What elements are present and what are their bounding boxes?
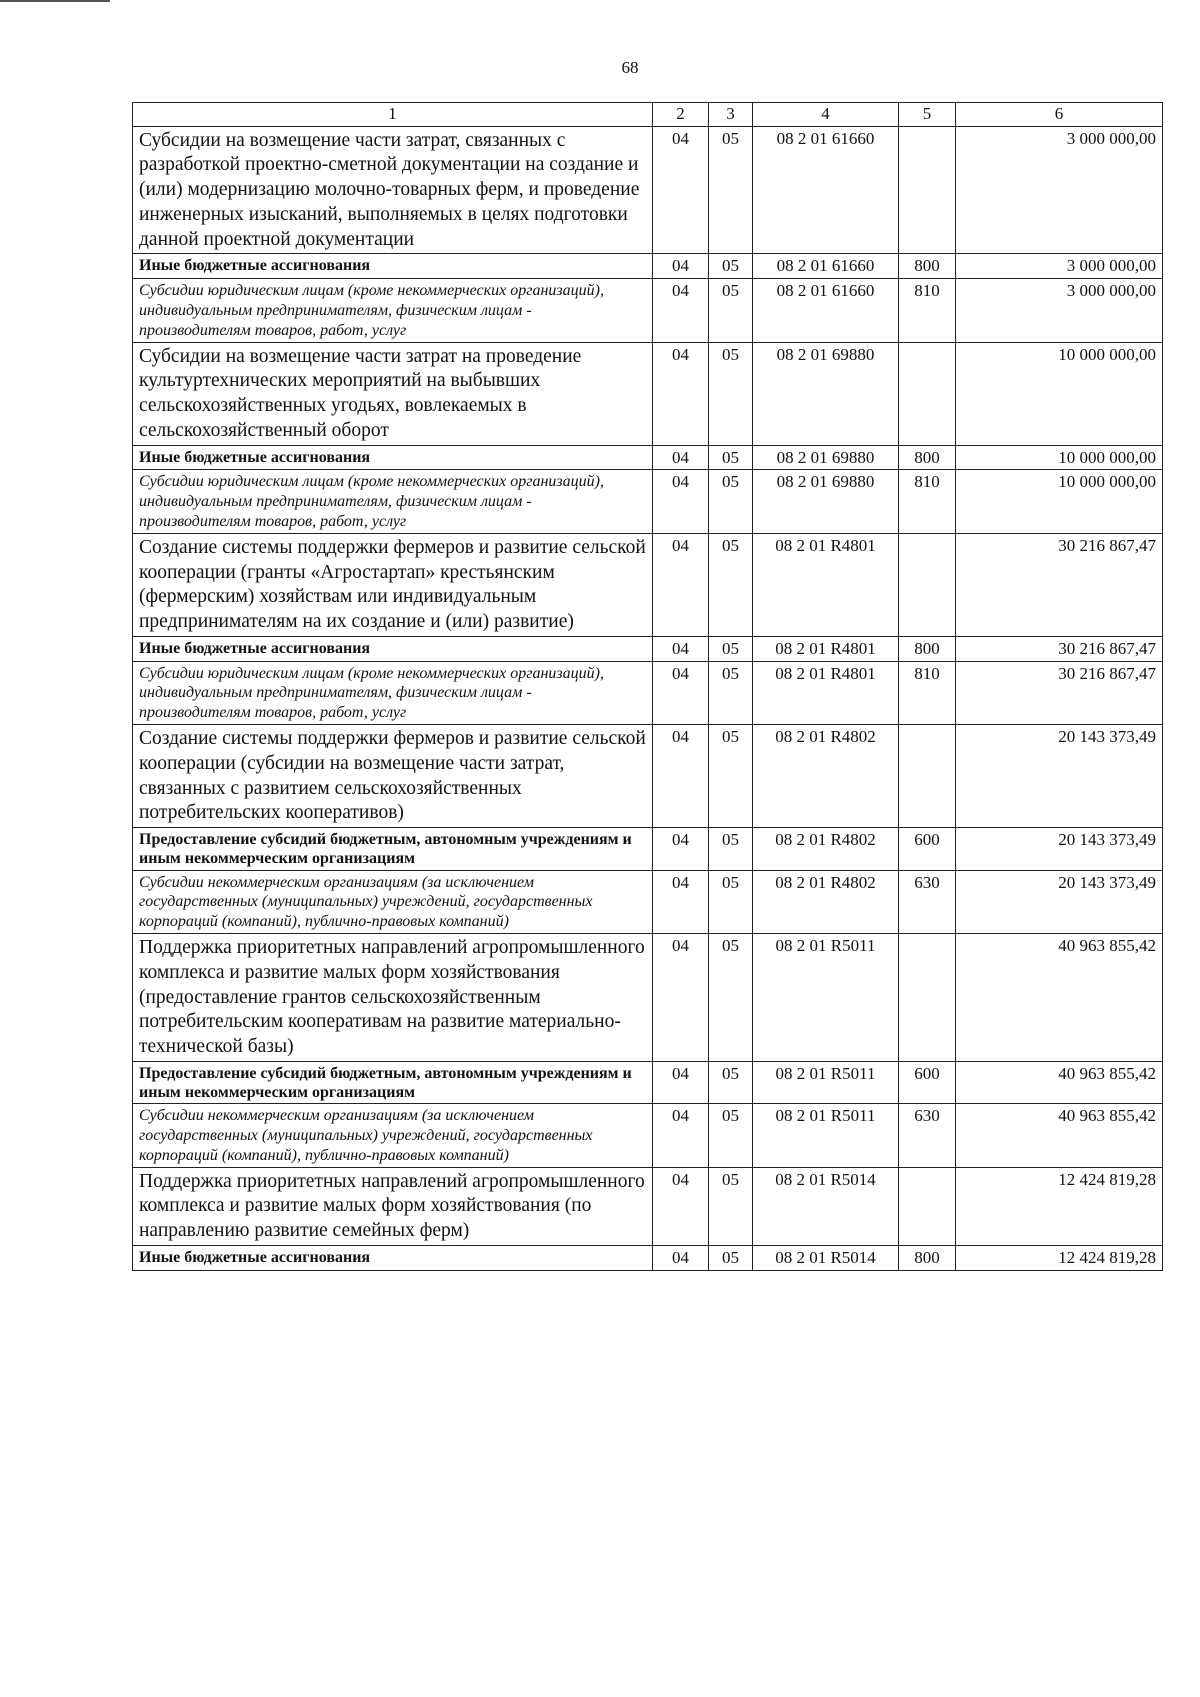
row-target-article: 08 2 01 R5014 [753, 1245, 899, 1270]
row-name: Субсидии на возмещение части затрат на проведение культуртехнических мероприятий на выбывших сельскохозяйственных угодьях, вовлекаемых в сельскохозяйственный оборот [133, 342, 653, 445]
row-expense-type: 800 [899, 1245, 956, 1270]
row-expense-type: 810 [899, 279, 956, 342]
row-amount: 40 963 855,42 [956, 934, 1163, 1062]
row-subsection: 05 [709, 342, 753, 445]
row-subsection: 05 [709, 445, 753, 470]
table-row [133, 470, 1163, 533]
row-section: 04 [653, 1245, 709, 1270]
row-expense-type [899, 1167, 956, 1245]
header-col-5: 5 [899, 103, 956, 127]
row-section: 04 [653, 828, 709, 870]
page-number: 68 [621, 58, 639, 77]
table-row [133, 1104, 1163, 1167]
row-target-article: 08 2 01 R4801 [753, 636, 899, 661]
row-subsection: 05 [709, 934, 753, 1062]
row-target-article: 08 2 01 R5011 [753, 934, 899, 1062]
row-expense-type: 810 [899, 470, 956, 533]
row-expense-type: 810 [899, 661, 956, 724]
row-subsection: 05 [709, 1245, 753, 1270]
row-target-article: 08 2 01 61660 [753, 126, 899, 254]
row-expense-type [899, 934, 956, 1062]
row-amount: 20 143 373,49 [956, 828, 1163, 870]
table-body [133, 126, 1163, 1270]
row-section: 04 [653, 126, 709, 254]
row-section: 04 [653, 1061, 709, 1103]
table-row [133, 828, 1163, 870]
row-subsection: 05 [709, 828, 753, 870]
row-name: Субсидии на возмещение части затрат, связанных с разработкой проектно-сметной документации на создание и (или) модернизацию молочно-товарных ферм, и проведение инженерных изысканий, выполняемых в целях подготовки данной проектной документации [133, 126, 653, 254]
table-row [133, 870, 1163, 933]
row-expense-type: 800 [899, 445, 956, 470]
row-section: 04 [653, 725, 709, 828]
row-expense-type [899, 342, 956, 445]
row-amount: 3 000 000,00 [956, 254, 1163, 279]
row-expense-type: 600 [899, 828, 956, 870]
table-row [133, 1167, 1163, 1245]
row-name: Поддержка приоритетных направлений агропромышленного комплекса и развитие малых форм хозяйствования (предоставление грантов сельскохозяйственным потребительским кооперативам на развитие материально-технической базы) [133, 934, 653, 1062]
row-name: Предоставление субсидий бюджетным, автономным учреждениям и иным некоммерческим организациям [133, 1061, 653, 1103]
row-section: 04 [653, 279, 709, 342]
row-target-article: 08 2 01 R4801 [753, 661, 899, 724]
row-subsection: 05 [709, 1104, 753, 1167]
header-col-3: 3 [709, 103, 753, 127]
row-section: 04 [653, 661, 709, 724]
row-name: Создание системы поддержки фермеров и развитие сельской кооперации (субсидии на возмещение части затрат, связанных с развитием сельскохозяйственных потребительских кооперативов) [133, 725, 653, 828]
row-name: Субсидии некоммерческим организациям (за исключением государственных (муниципальных) учреждений, государственных корпораций (компаний), публично-правовых компаний) [133, 870, 653, 933]
table-row [133, 445, 1163, 470]
row-section: 04 [653, 342, 709, 445]
row-section: 04 [653, 636, 709, 661]
row-target-article: 08 2 01 R5011 [753, 1061, 899, 1103]
row-expense-type: 630 [899, 1104, 956, 1167]
row-target-article: 08 2 01 69880 [753, 445, 899, 470]
row-expense-type: 800 [899, 254, 956, 279]
row-name: Иные бюджетные ассигнования [133, 254, 653, 279]
row-subsection: 05 [709, 661, 753, 724]
row-amount: 30 216 867,47 [956, 661, 1163, 724]
row-target-article: 08 2 01 69880 [753, 342, 899, 445]
header-row [133, 103, 1163, 127]
scan-edge-line [0, 0, 110, 2]
row-target-article: 08 2 01 R4802 [753, 870, 899, 933]
row-subsection: 05 [709, 254, 753, 279]
row-target-article: 08 2 01 R4801 [753, 533, 899, 636]
table-row [133, 533, 1163, 636]
header-col-6: 6 [956, 103, 1163, 127]
row-amount: 10 000 000,00 [956, 342, 1163, 445]
row-amount: 10 000 000,00 [956, 445, 1163, 470]
row-target-article: 08 2 01 69880 [753, 470, 899, 533]
row-expense-type: 600 [899, 1061, 956, 1103]
row-section: 04 [653, 254, 709, 279]
row-name: Субсидии юридическим лицам (кроме некоммерческих организаций), индивидуальным предпринимателям, физическим лицам - производителям товаров, работ, услуг [133, 279, 653, 342]
row-amount: 30 216 867,47 [956, 636, 1163, 661]
row-section: 04 [653, 870, 709, 933]
table-row [133, 254, 1163, 279]
header-col-1: 1 [133, 103, 653, 127]
row-expense-type: 800 [899, 636, 956, 661]
row-target-article: 08 2 01 61660 [753, 279, 899, 342]
row-expense-type [899, 725, 956, 828]
row-section: 04 [653, 1167, 709, 1245]
table-row [133, 1245, 1163, 1270]
row-target-article: 08 2 01 R4802 [753, 725, 899, 828]
row-subsection: 05 [709, 1167, 753, 1245]
row-subsection: 05 [709, 725, 753, 828]
row-amount: 40 963 855,42 [956, 1061, 1163, 1103]
row-name: Поддержка приоритетных направлений агропромышленного комплекса и развитие малых форм хозяйствования (по направлению развитие семейных ферм) [133, 1167, 653, 1245]
row-name: Иные бюджетные ассигнования [133, 445, 653, 470]
header-col-4: 4 [753, 103, 899, 127]
table-row [133, 342, 1163, 445]
row-amount: 12 424 819,28 [956, 1167, 1163, 1245]
row-amount: 3 000 000,00 [956, 126, 1163, 254]
row-amount: 10 000 000,00 [956, 470, 1163, 533]
table-row [133, 636, 1163, 661]
row-section: 04 [653, 470, 709, 533]
table-row [133, 934, 1163, 1062]
row-amount: 20 143 373,49 [956, 870, 1163, 933]
budget-table [132, 102, 1163, 1271]
row-subsection: 05 [709, 470, 753, 533]
row-name: Иные бюджетные ассигнования [133, 1245, 653, 1270]
row-name: Субсидии некоммерческим организациям (за исключением государственных (муниципальных) учреждений, государственных корпораций (компаний), публично-правовых компаний) [133, 1104, 653, 1167]
row-target-article: 08 2 01 R5014 [753, 1167, 899, 1245]
table-row [133, 1061, 1163, 1103]
row-expense-type [899, 533, 956, 636]
row-expense-type: 630 [899, 870, 956, 933]
row-name: Создание системы поддержки фермеров и развитие сельской кооперации (гранты «Агростартап» крестьянским (фермерским) хозяйствам или индивидуальным предпринимателям на их создание и (или) развитие) [133, 533, 653, 636]
table-row [133, 725, 1163, 828]
row-subsection: 05 [709, 533, 753, 636]
table-row [133, 126, 1163, 254]
table-row [133, 661, 1163, 724]
row-target-article: 08 2 01 R5011 [753, 1104, 899, 1167]
header-col-2: 2 [653, 103, 709, 127]
row-amount: 12 424 819,28 [956, 1245, 1163, 1270]
row-name: Субсидии юридическим лицам (кроме некоммерческих организаций), индивидуальным предпринимателям, физическим лицам - производителям товаров, работ, услуг [133, 661, 653, 724]
row-subsection: 05 [709, 870, 753, 933]
row-amount: 20 143 373,49 [956, 725, 1163, 828]
row-section: 04 [653, 445, 709, 470]
row-subsection: 05 [709, 636, 753, 661]
row-subsection: 05 [709, 279, 753, 342]
row-section: 04 [653, 533, 709, 636]
row-section: 04 [653, 934, 709, 1062]
row-target-article: 08 2 01 R4802 [753, 828, 899, 870]
row-name: Субсидии юридическим лицам (кроме некоммерческих организаций), индивидуальным предпринимателям, физическим лицам - производителям товаров, работ, услуг [133, 470, 653, 533]
row-subsection: 05 [709, 1061, 753, 1103]
row-amount: 3 000 000,00 [956, 279, 1163, 342]
row-name: Предоставление субсидий бюджетным, автономным учреждениям и иным некоммерческим организациям [133, 828, 653, 870]
row-amount: 40 963 855,42 [956, 1104, 1163, 1167]
table-row [133, 279, 1163, 342]
row-expense-type [899, 126, 956, 254]
row-target-article: 08 2 01 61660 [753, 254, 899, 279]
row-name: Иные бюджетные ассигнования [133, 636, 653, 661]
row-amount: 30 216 867,47 [956, 533, 1163, 636]
row-section: 04 [653, 1104, 709, 1167]
row-subsection: 05 [709, 126, 753, 254]
